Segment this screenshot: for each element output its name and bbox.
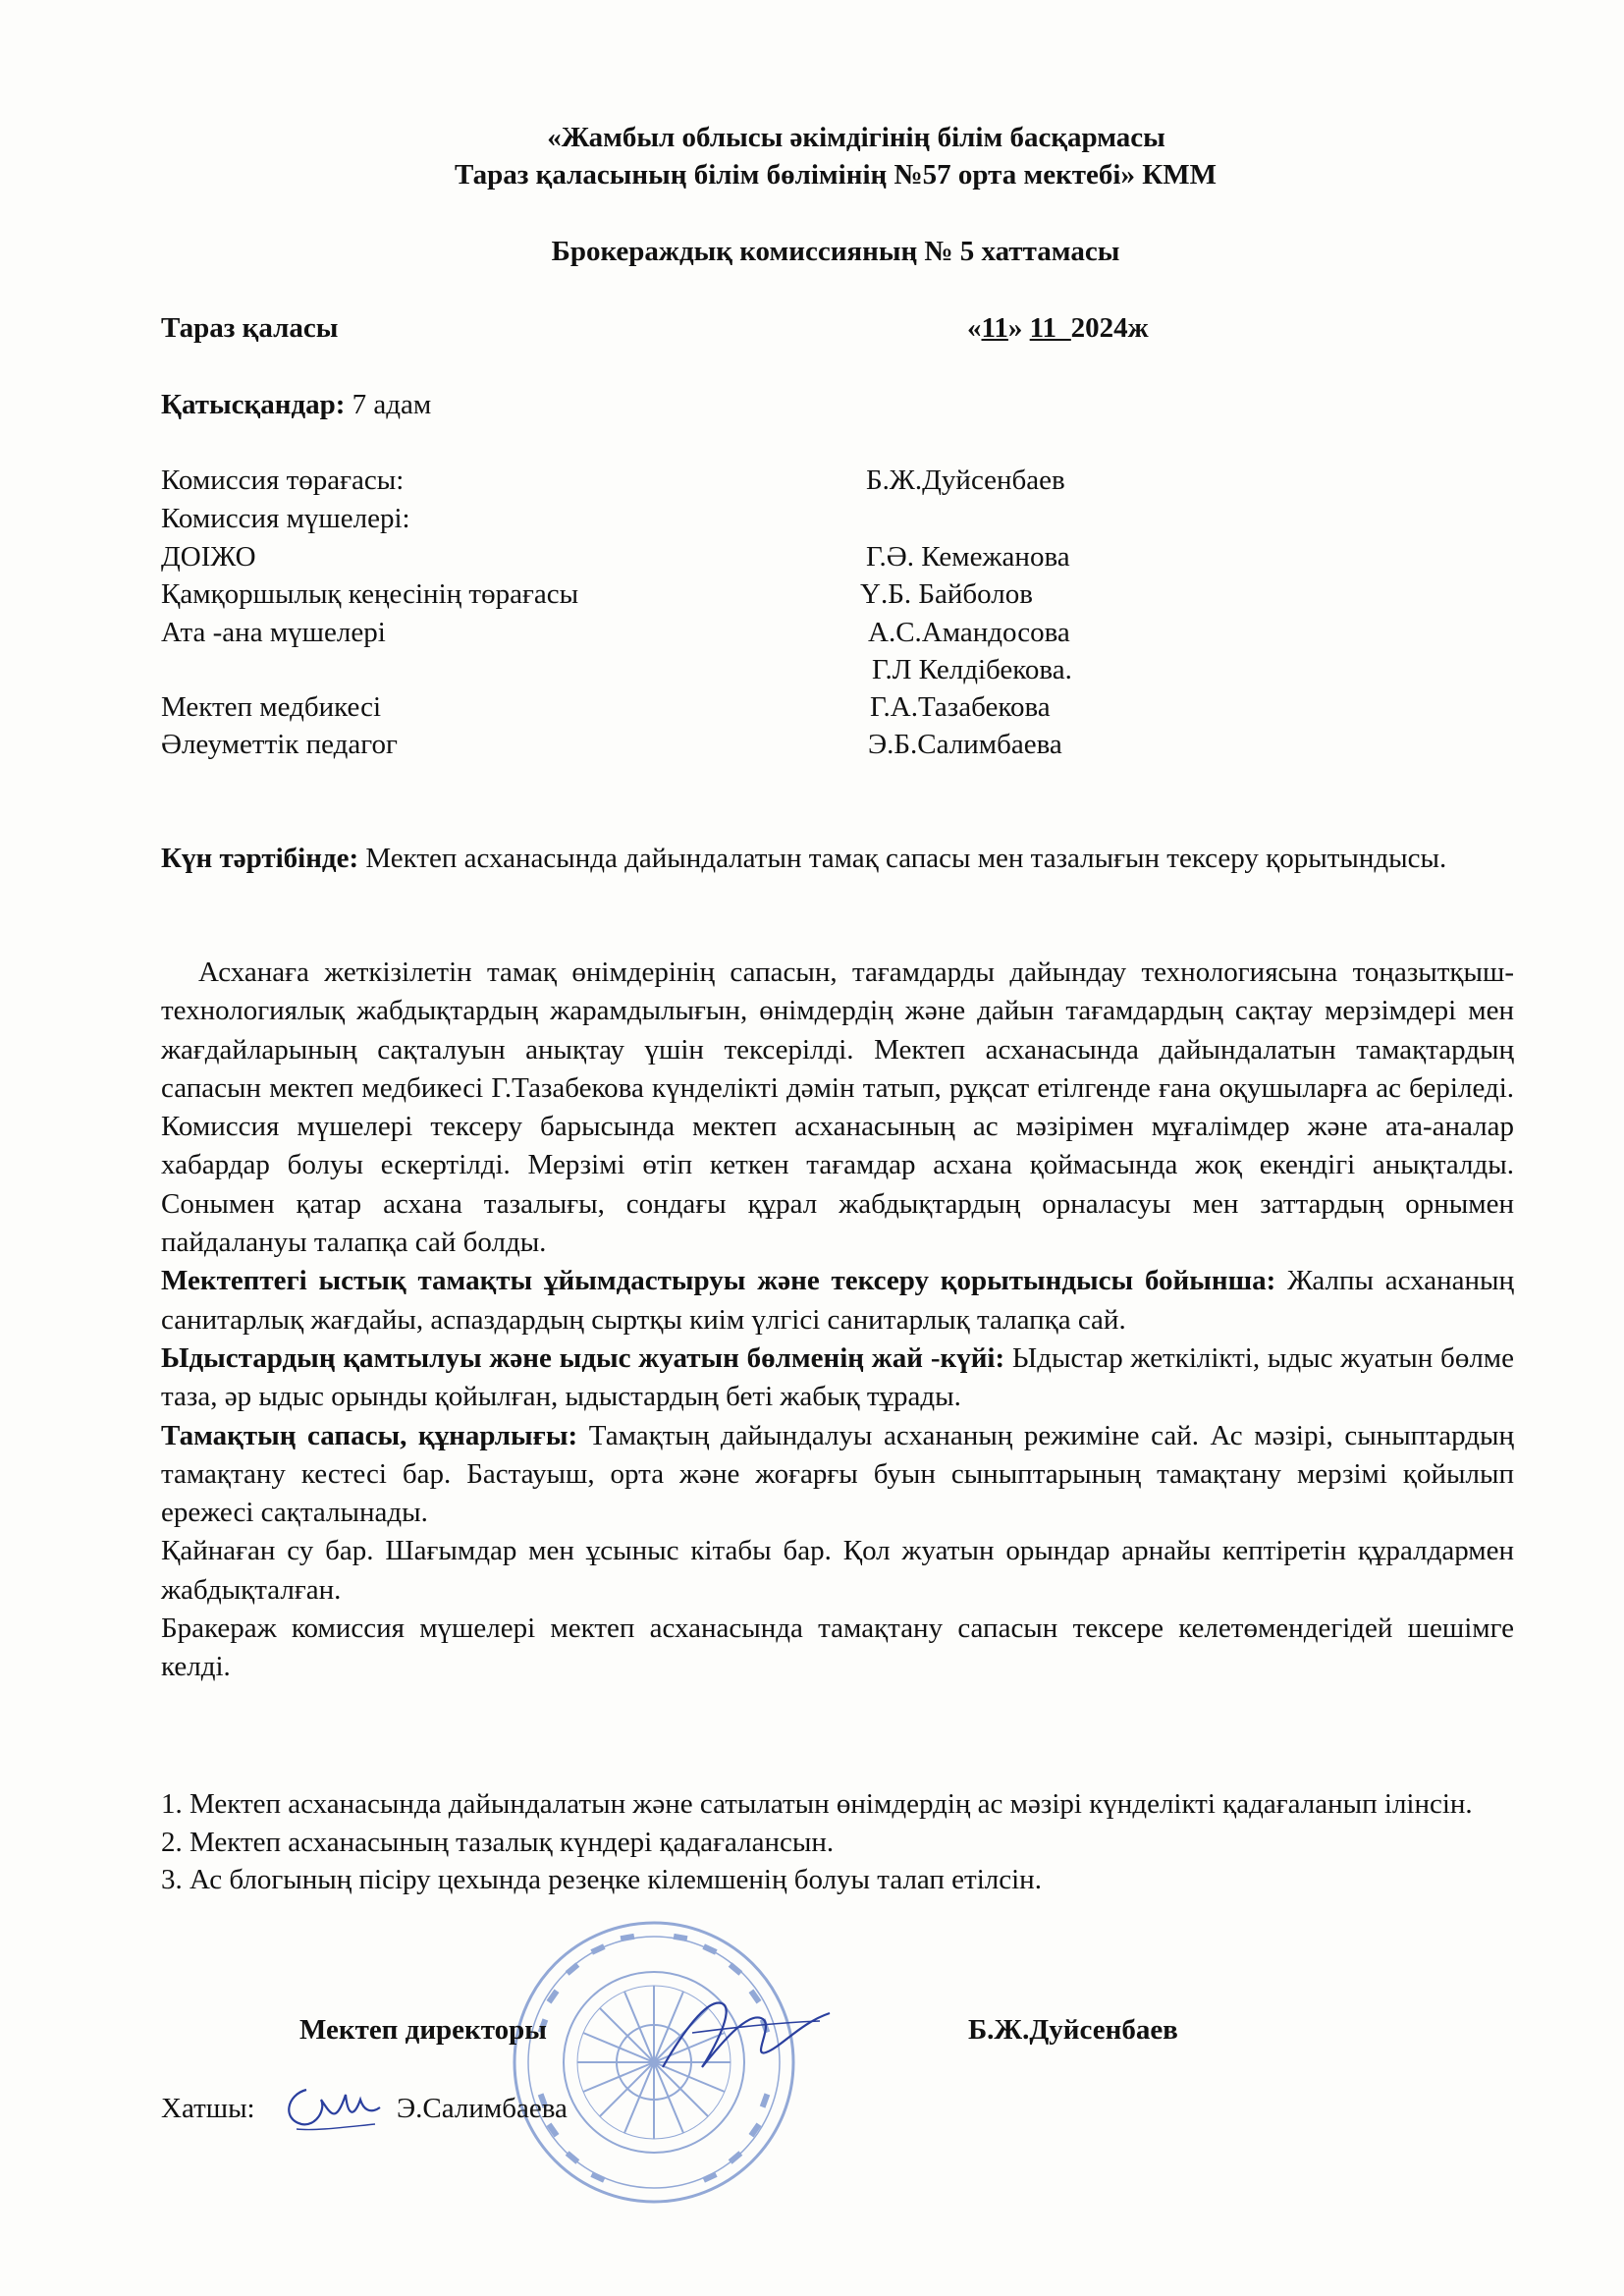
- commission-role: Қамқоршылық кеңесінің төрағасы: [161, 578, 579, 610]
- body-paragraph: Мектептегі ыстық тамақты ұйымдастыруы және тексеру қорытындысы бойынша: Жалпы асхананың санитарлық жағдайы, аспаздардың сыртқы киім үлгісі санитарлық талапқа сай.: [161, 1265, 1515, 1336]
- commission-role: Мектеп медбикесі: [161, 691, 382, 723]
- commission-name: Ү.Б. Байболов: [860, 578, 1033, 610]
- commission-role: Комиссия мүшелері:: [161, 503, 410, 534]
- commission-name: Г.Л Келдібекова.: [872, 654, 1072, 685]
- decision-list: [161, 1785, 1514, 1899]
- commission-role: Комиссия төрағасы:: [161, 465, 405, 496]
- header-line-1: «Жамбыл облысы әкімдігінің білім басқармасы: [547, 122, 1165, 153]
- header-line-2: Тараз қаласының білім бөлімінің №57 орта мектебі» КММ: [455, 159, 1217, 191]
- document-title: Брокераждық комиссияның № 5 хаттамасы: [551, 236, 1120, 267]
- body-paragraph: Асханаға жеткізілетін тамақ өнімдерінің сапасын, тағамдарды дайындау технологиясына тоңазытқыш-технологиялық жабдықтардың жарамдылығын, өнімдердің және дайын тағамдардың сақтау мерзімдері мен жағдайларының сақталуын анықтау үшін тексерілді. Мектеп асханасында дайындалатын тамақтардың сапасын мектеп медбикесі Г.Тазабекова күнделікті дәмін татып, рұқсат етілгенде ғана оқушыларға ас беріледі. Комиссия мүшелері тексеру барысында мектеп асханасының ас мәзірімен мұғалімдер және ата-аналар хабардар болуы ескертілді. Мерзімі өтіп кеткен тағамдар асхана қоймасында жоқ екендігі анықталды. Сонымен қатар асхана тазалығы, сондағы құрал жабдықтардың орналасуы мен заттардың орнымен пайдалануы талапқа сай болды.: [161, 957, 1514, 1259]
- secretary-signature-icon: [277, 2070, 385, 2139]
- director-label: Мектеп директоры: [299, 2014, 547, 2046]
- secretary-name: Э.Салимбаева: [397, 2093, 568, 2124]
- decision-item: 3. Ас блогының пісіру цехында резеңке кілемшенің болуы талап етілсін.: [161, 1864, 1042, 1896]
- document-date: «11» 11_2024ж: [967, 312, 1149, 344]
- body-paragraph: Ыдыстардың қамтылуы және ыдыс жуатын бөлменің жай -күйі: Ыдыстар жеткілікті, ыдыс жуатын бөлме таза, әр ыдыс орынды қойылған, ыдыстардың беті жабық тұрады.: [161, 1341, 1515, 1413]
- place: Тараз қаласы: [161, 312, 339, 344]
- commission-name: Э.Б.Салимбаева: [868, 729, 1062, 760]
- commission-role: Ата -ана мүшелері: [161, 617, 386, 648]
- commission-name: Г.А.Тазабекова: [870, 691, 1051, 723]
- commission-role: Әлеуметтік педагог: [161, 729, 398, 760]
- commission-name: Г.Ә. Кемежанова: [866, 541, 1070, 573]
- commission-name: Б.Ж.Дуйсенбаев: [866, 465, 1065, 496]
- body-paragraph: Тамақтың сапасы, құнарлығы: Тамақтың дайындалуы асхананың режиміне сай. Ас мәзірі, сыныптардың тамақтану кестесі бар. Бастауыш, орта және жоғарғы буын сыныптарының тамақтану мерзімі қойылып ережесі сақталынады.: [161, 1419, 1514, 1529]
- body-paragraph: Қайнаған су бар. Шағымдар мен ұсыныс кітабы бар. Қол жуатын орындар арнайы кептіретін құралдармен жабдықталған.: [161, 1535, 1514, 1606]
- director-signature-icon: [653, 1974, 839, 2092]
- agenda: Күн тәртібінде: Мектеп асханасында дайындалатын тамақ сапасы мен тазалығын тексеру қорытындысы.: [161, 843, 1447, 874]
- decision-item: 1. Мектеп асханасында дайындалатын және сатылатын өнімдердің ас мәзірі күнделікті қадағаланып ілінсін.: [161, 1788, 1473, 1820]
- commission-name: А.С.Амандосова: [868, 617, 1070, 648]
- director-name: Б.Ж.Дуйсенбаев: [968, 2014, 1178, 2046]
- body-text: [161, 954, 1514, 1687]
- decision-item: 2. Мектеп асханасының тазалық күндері қадағалансын.: [161, 1826, 835, 1858]
- body-paragraph: Бракераж комиссия мүшелері мектеп асханасында тамақтану сапасын тексере келетөмендегідей шешімге келді.: [161, 1613, 1514, 1683]
- commission-role: ДОІЖО: [161, 541, 256, 573]
- secretary-label: Хатшы:: [161, 2093, 255, 2124]
- participants: Қатысқандар: 7 адам: [161, 389, 432, 420]
